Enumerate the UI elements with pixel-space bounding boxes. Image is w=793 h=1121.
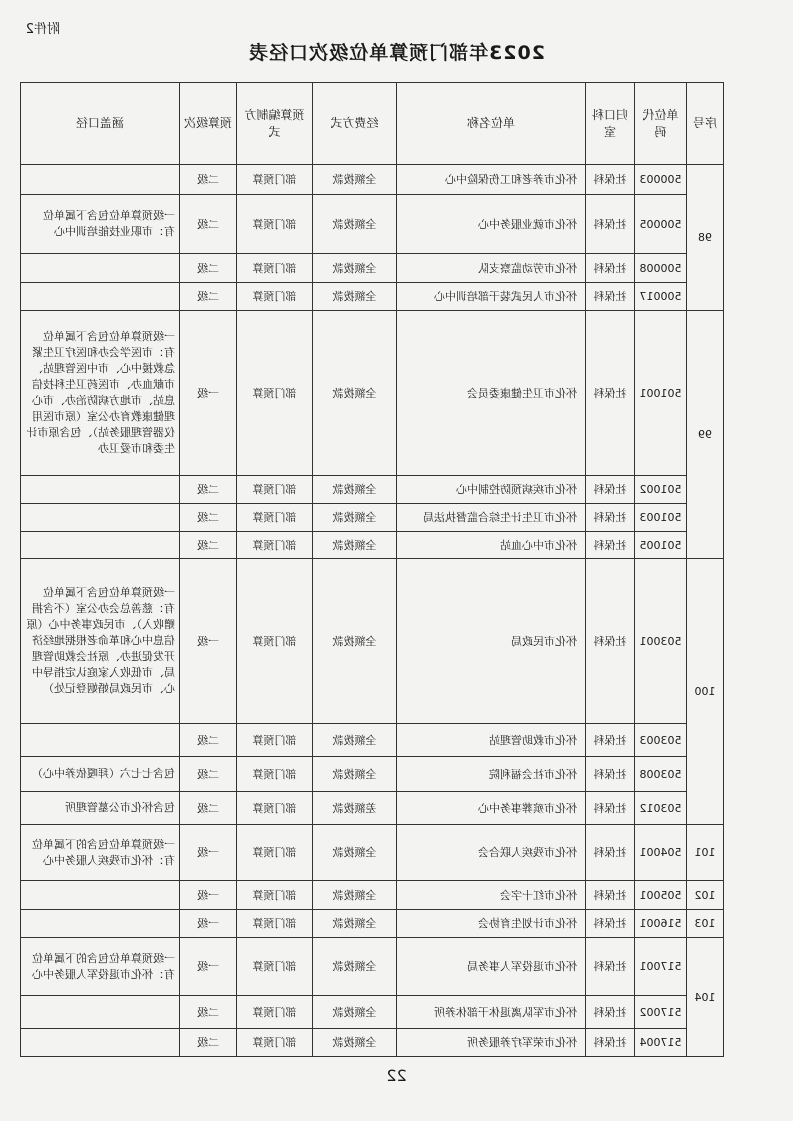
code-cell: 500003	[635, 165, 687, 195]
code-cell: 501002	[635, 476, 687, 504]
dept-cell: 社保科	[586, 724, 635, 757]
note-cell	[21, 724, 180, 757]
unit-name-cell: 怀化市计划生育协会	[397, 910, 586, 938]
unit-name-cell: 怀化市疾病预防控制中心	[397, 476, 586, 504]
unit-name-cell: 怀化市荣军疗养服务所	[397, 1029, 586, 1057]
note-cell	[21, 532, 180, 559]
funding-cell: 全额拨款	[313, 165, 397, 195]
unit-name-cell: 怀化市殡葬事务中心	[397, 792, 586, 825]
table-row	[21, 757, 724, 792]
seq-cell: 104	[687, 938, 724, 1057]
level-cell: 一级	[180, 559, 237, 724]
unit-name-cell: 怀化市残疾人联合会	[397, 825, 586, 881]
budget-table	[20, 82, 724, 1057]
note-cell	[21, 476, 180, 504]
header-code: 单位代码	[635, 83, 687, 165]
funding-cell: 全额拨款	[313, 757, 397, 792]
code-cell: 504001	[635, 825, 687, 881]
note-cell	[21, 165, 180, 195]
level-cell: 二级	[180, 165, 237, 195]
level-cell: 二级	[180, 724, 237, 757]
code-cell: 500017	[635, 283, 687, 311]
code-cell: 505001	[635, 881, 687, 910]
table-row	[21, 825, 724, 881]
dept-cell: 社保科	[586, 881, 635, 910]
level-cell: 一级	[180, 881, 237, 910]
method-cell: 部门预算	[237, 504, 313, 532]
dept-cell: 社保科	[586, 938, 635, 996]
table-row	[21, 311, 724, 476]
table-row	[21, 996, 724, 1029]
seq-cell: 101	[687, 825, 724, 881]
method-cell: 部门预算	[237, 910, 313, 938]
table-row	[21, 559, 724, 724]
seq-cell: 103	[687, 910, 724, 938]
funding-cell: 全额拨款	[313, 881, 397, 910]
funding-cell: 全额拨款	[313, 910, 397, 938]
level-cell: 一级	[180, 825, 237, 881]
dept-cell: 社保科	[586, 476, 635, 504]
table-row	[21, 476, 724, 504]
table-row	[21, 283, 724, 311]
dept-cell: 社保科	[586, 254, 635, 283]
funding-cell: 全额拨款	[313, 532, 397, 559]
funding-cell: 全额拨款	[313, 504, 397, 532]
unit-name-cell: 怀化市卫生计生综合监督执法局	[397, 504, 586, 532]
note-cell	[21, 504, 180, 532]
funding-cell: 全额拨款	[313, 825, 397, 881]
method-cell: 部门预算	[237, 724, 313, 757]
header-dept: 归口科室	[586, 83, 635, 165]
method-cell: 部门预算	[237, 559, 313, 724]
note-cell: 包含怀化市公墓管理所	[21, 792, 180, 825]
funding-cell: 全额拨款	[313, 996, 397, 1029]
dept-cell: 社保科	[586, 311, 635, 476]
method-cell: 部门预算	[237, 254, 313, 283]
code-cell: 501001	[635, 311, 687, 476]
dept-cell: 社保科	[586, 195, 635, 254]
level-cell: 二级	[180, 757, 237, 792]
dept-cell: 社保科	[586, 792, 635, 825]
table-row	[21, 938, 724, 996]
method-cell: 部门预算	[237, 476, 313, 504]
funding-cell: 差额拨款	[313, 792, 397, 825]
note-cell	[21, 254, 180, 283]
code-cell: 501003	[635, 504, 687, 532]
method-cell: 部门预算	[237, 195, 313, 254]
note-cell	[21, 881, 180, 910]
level-cell: 二级	[180, 504, 237, 532]
code-cell: 503008	[635, 757, 687, 792]
method-cell: 部门预算	[237, 1029, 313, 1057]
unit-name-cell: 怀化市救助管理站	[397, 724, 586, 757]
table-row	[21, 724, 724, 757]
attachment-label: 附件2	[25, 22, 60, 37]
method-cell: 部门预算	[237, 532, 313, 559]
code-cell: 500005	[635, 195, 687, 254]
level-cell: 二级	[180, 532, 237, 559]
note-cell	[21, 1029, 180, 1057]
dept-cell: 社保科	[586, 504, 635, 532]
unit-name-cell: 怀化市劳动监察支队	[397, 254, 586, 283]
funding-cell: 全额拨款	[313, 476, 397, 504]
dept-cell: 社保科	[586, 757, 635, 792]
level-cell: 二级	[180, 283, 237, 311]
level-cell: 二级	[180, 476, 237, 504]
funding-cell: 全额拨款	[313, 1029, 397, 1057]
unit-name-cell: 怀化市退役军人事务局	[397, 938, 586, 996]
code-cell: 503003	[635, 724, 687, 757]
table-row	[21, 910, 724, 938]
level-cell: 二级	[180, 195, 237, 254]
funding-cell: 全额拨款	[313, 938, 397, 996]
seq-cell: 99	[687, 311, 724, 559]
note-cell: 包含七七六（拜嘎依养中心）	[21, 757, 180, 792]
unit-name-cell: 怀化市养老和工伤保险中心	[397, 165, 586, 195]
unit-name-cell: 怀化市就业服务中心	[397, 195, 586, 254]
seq-cell: 102	[687, 881, 724, 910]
note-cell: 一级预算单位包含下属单位有：市职业技能培训中心	[21, 195, 180, 254]
table-row	[21, 881, 724, 910]
header-row	[21, 83, 724, 165]
dept-cell: 社保科	[586, 532, 635, 559]
page-title: 2023年部门预算单位级次口径表	[248, 42, 545, 64]
seq-cell: 98	[687, 165, 724, 311]
code-cell: 503001	[635, 559, 687, 724]
level-cell: 一级	[180, 938, 237, 996]
table-row	[21, 195, 724, 254]
level-cell: 二级	[180, 1029, 237, 1057]
note-cell	[21, 283, 180, 311]
header-method: 预算编制方式	[237, 83, 313, 165]
note-cell	[21, 996, 180, 1029]
table-row	[21, 532, 724, 559]
dept-cell: 社保科	[586, 559, 635, 724]
note-cell: 一级预算单位包含的下属单位有：怀化市退役军人服务中心	[21, 938, 180, 996]
code-cell: 517004	[635, 1029, 687, 1057]
funding-cell: 全额拨款	[313, 724, 397, 757]
note-cell: 一级预算单位包含下属单位有：慈善总会办公室（不含捐赠收入）、市民政事务中心（原信息中心和革命老根据地经济开发促进办、原社会救助管理局、市低收入家庭认定指导中心、市民政局婚姻登记处）	[21, 559, 180, 724]
dept-cell: 社保科	[586, 165, 635, 195]
code-cell: 501005	[635, 532, 687, 559]
seq-cell: 100	[687, 559, 724, 825]
header-level: 预算级次	[180, 83, 237, 165]
table-row	[21, 165, 724, 195]
code-cell: 517001	[635, 938, 687, 996]
unit-name-cell: 怀化市军队离退休干部休养所	[397, 996, 586, 1029]
funding-cell: 全额拨款	[313, 195, 397, 254]
code-cell: 503012	[635, 792, 687, 825]
table-body	[21, 165, 724, 1057]
table-row	[21, 1029, 724, 1057]
table-row	[21, 254, 724, 283]
unit-name-cell: 怀化市人民武装干部培训中心	[397, 283, 586, 311]
unit-name-cell: 怀化市卫生健康委员会	[397, 311, 586, 476]
method-cell: 部门预算	[237, 311, 313, 476]
level-cell: 二级	[180, 792, 237, 825]
level-cell: 一级	[180, 311, 237, 476]
method-cell: 部门预算	[237, 165, 313, 195]
dept-cell: 社保科	[586, 996, 635, 1029]
level-cell: 一级	[180, 910, 237, 938]
note-cell	[21, 910, 180, 938]
table-row	[21, 792, 724, 825]
note-cell: 一级预算单位包含的下属单位有：怀化市残疾人服务中心	[21, 825, 180, 881]
dept-cell: 社保科	[586, 825, 635, 881]
level-cell: 二级	[180, 254, 237, 283]
funding-cell: 全额拨款	[313, 559, 397, 724]
dept-cell: 社保科	[586, 283, 635, 311]
dept-cell: 社保科	[586, 1029, 635, 1057]
unit-name-cell: 怀化市社会福利院	[397, 757, 586, 792]
note-cell: 一级预算单位包含下属单位有：市医学会办和医疗卫生紧急救援中心、市中医管理站、市献血办、市医药卫生科技信息站、市地方病防治办、市心理健康教育办公室（原市医用仪器管理服务站）、包含原市计生委和市爱卫办	[21, 311, 180, 476]
method-cell: 部门预算	[237, 996, 313, 1029]
method-cell: 部门预算	[237, 757, 313, 792]
code-cell: 500008	[635, 254, 687, 283]
method-cell: 部门预算	[237, 283, 313, 311]
code-cell: 516001	[635, 910, 687, 938]
unit-name-cell: 怀化市红十字会	[397, 881, 586, 910]
table-row	[21, 504, 724, 532]
dept-cell: 社保科	[586, 910, 635, 938]
code-cell: 517002	[635, 996, 687, 1029]
funding-cell: 全额拨款	[313, 283, 397, 311]
header-funding: 经费方式	[313, 83, 397, 165]
header-note: 涵盖口径	[21, 83, 180, 165]
unit-name-cell: 怀化市中心血站	[397, 532, 586, 559]
funding-cell: 全额拨款	[313, 254, 397, 283]
unit-name-cell: 怀化市民政局	[397, 559, 586, 724]
page-number: 22	[386, 1066, 407, 1085]
header-name: 单位名称	[397, 83, 586, 165]
header-seq: 序号	[687, 83, 724, 165]
method-cell: 部门预算	[237, 792, 313, 825]
method-cell: 部门预算	[237, 938, 313, 996]
method-cell: 部门预算	[237, 881, 313, 910]
method-cell: 部门预算	[237, 825, 313, 881]
funding-cell: 全额拨款	[313, 311, 397, 476]
level-cell: 二级	[180, 996, 237, 1029]
